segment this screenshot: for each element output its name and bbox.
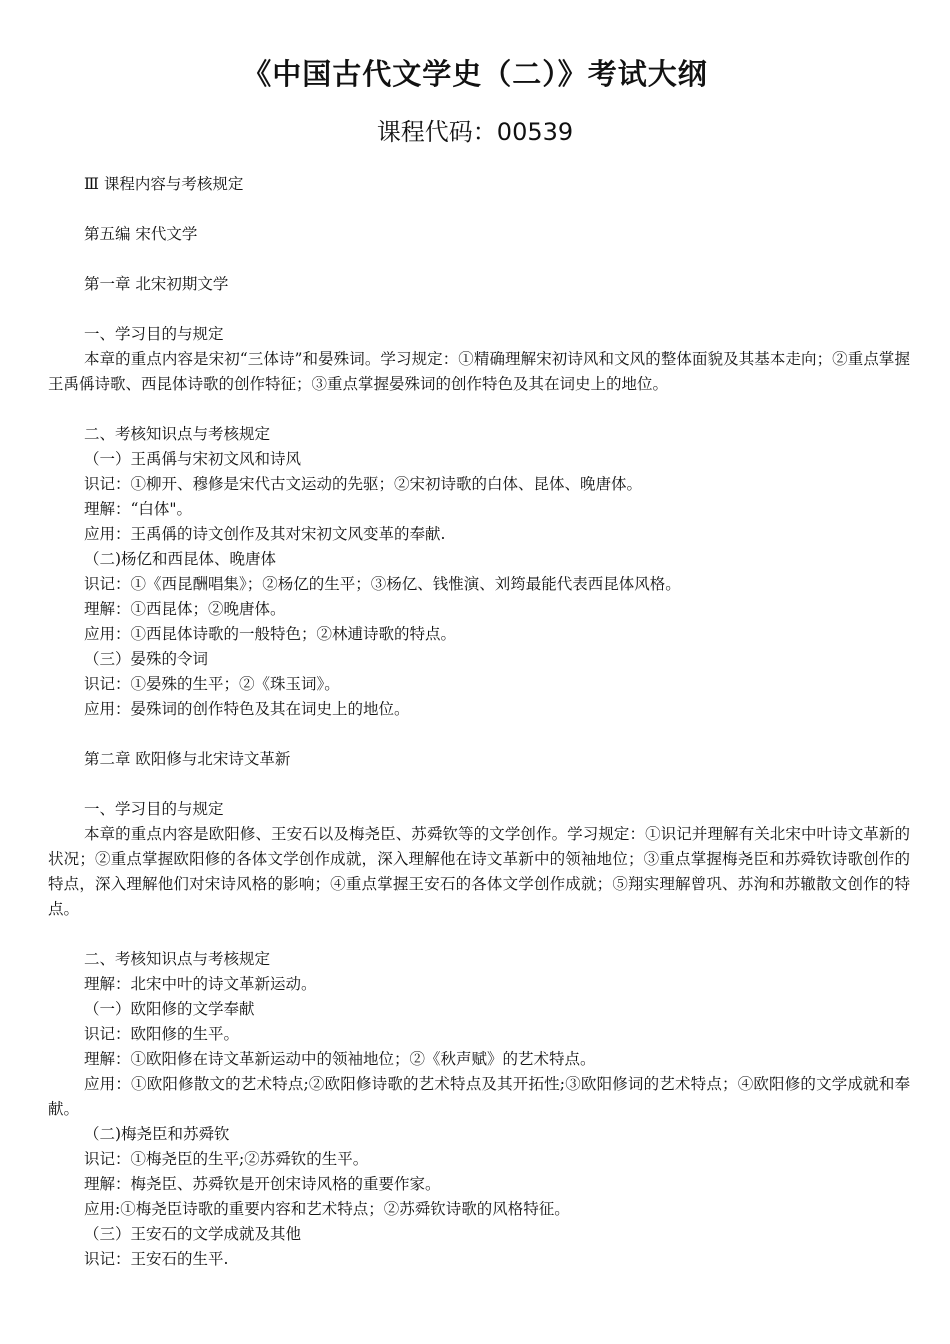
exam-point-line: （二)杨亿和西昆体、晚唐体 [84, 550, 277, 568]
exam-point-wrapped-line: 应用：①欧阳修散文的艺术特点;②欧阳修诗歌的艺术特点及其开拓性;③欧阳修词的艺术特点；④欧阳修的文学成就和奉献。 [48, 1075, 910, 1118]
chapter-2-points-heading: 二、考核知识点与考核规定 [84, 950, 271, 968]
exam-point-line: （三）晏殊的令词 [84, 650, 209, 668]
exam-point-line: 应用：王禹偁的诗文创作及其对宋初文风变革的奉献. [84, 525, 446, 543]
exam-point-line: 识记：①晏殊的生平；②《珠玉词》。 [84, 675, 340, 693]
exam-point-line: 识记：①《西昆酬唱集》；②杨亿的生平；③杨亿、钱惟演、刘筠最能代表西昆体风格。 [84, 575, 681, 593]
chapter-2-purpose-heading: 一、学习目的与规定 [84, 800, 224, 818]
exam-point-line: 理解：北宋中叶的诗文革新运动。 [84, 975, 317, 993]
exam-point-line: 应用:①梅尧臣诗歌的重要内容和艺术特点；②苏舜钦诗歌的风格特征。 [84, 1200, 570, 1218]
exam-point-line: 识记：欧阳修的生平。 [84, 1025, 240, 1043]
part-heading: 第五编 宋代文学 [84, 225, 198, 243]
chapter-2-purpose-text: 本章的重点内容是欧阳修、王安石以及梅尧臣、苏舜钦等的文学创作。学习规定：①识记并理解有关北宋中叶诗文革新的状况；②重点掌握欧阳修的各体文学创作成就，深入理解他在诗文革新中的领袖地位；③重点掌握梅尧臣和苏舜钦诗歌创作的特点，深入理解他们对宋诗风格的影响；④重点掌握王安石的各体文学创作成就；⑤翔实理解曾巩、苏洵和苏辙散文创作的特点。 [48, 825, 910, 918]
exam-point-line: （一）欧阳修的文学奉献 [84, 1000, 255, 1018]
exam-point-line: 理解：①欧阳修在诗文革新运动中的领袖地位；②《秋声赋》的艺术特点。 [84, 1050, 596, 1068]
exam-point-line: 应用：①西昆体诗歌的一般特色；②林逋诗歌的特点。 [84, 625, 457, 643]
exam-point-line: 识记：①柳开、穆修是宋代古文运动的先驱；②宋初诗歌的白体、昆体、晚唐体。 [84, 475, 643, 493]
exam-point-line: 理解：梅尧臣、苏舜钦是开创宋诗风格的重要作家。 [84, 1175, 441, 1193]
chapter-2-title: 第二章 欧阳修与北宋诗文革新 [84, 750, 291, 768]
chapter-1-title: 第一章 北宋初期文学 [84, 275, 229, 293]
chapter-1-purpose-text: 本章的重点内容是宋初“三体诗”和晏殊词。学习规定：①精确理解宋初诗风和文风的整体面貌及其基本走向；②重点掌握王禹偁诗歌、西昆体诗歌的创作特征；③重点掌握晏殊词的创作特色及其在词史上的地位。 [48, 350, 910, 393]
exam-point-line: 理解：①西昆体；②晚唐体。 [84, 600, 286, 618]
exam-point-line: 应用：晏殊词的创作特色及其在词史上的地位。 [84, 700, 410, 718]
exam-point-line: （二)梅尧臣和苏舜钦 [84, 1125, 230, 1143]
course-code: 课程代码：00539 [376, 118, 574, 146]
exam-point-line: 识记：①梅尧臣的生平;②苏舜钦的生平。 [84, 1150, 369, 1168]
section-heading: Ⅲ 课程内容与考核规定 [84, 175, 244, 193]
chapter-1-points-heading: 二、考核知识点与考核规定 [84, 425, 271, 443]
chapter-1-purpose-heading: 一、学习目的与规定 [84, 325, 224, 343]
document-title: 《中国古代文学史（二）》考试大纲 [242, 57, 708, 91]
exam-point-line: 理解：“白体"。 [84, 500, 193, 518]
exam-point-line: 识记：王安石的生平. [84, 1250, 229, 1268]
document-body [48, 172, 910, 1272]
exam-point-line: （一）王禹偁与宋初文风和诗风 [84, 450, 302, 468]
exam-point-line: （三）王安石的文学成就及其他 [84, 1225, 302, 1243]
